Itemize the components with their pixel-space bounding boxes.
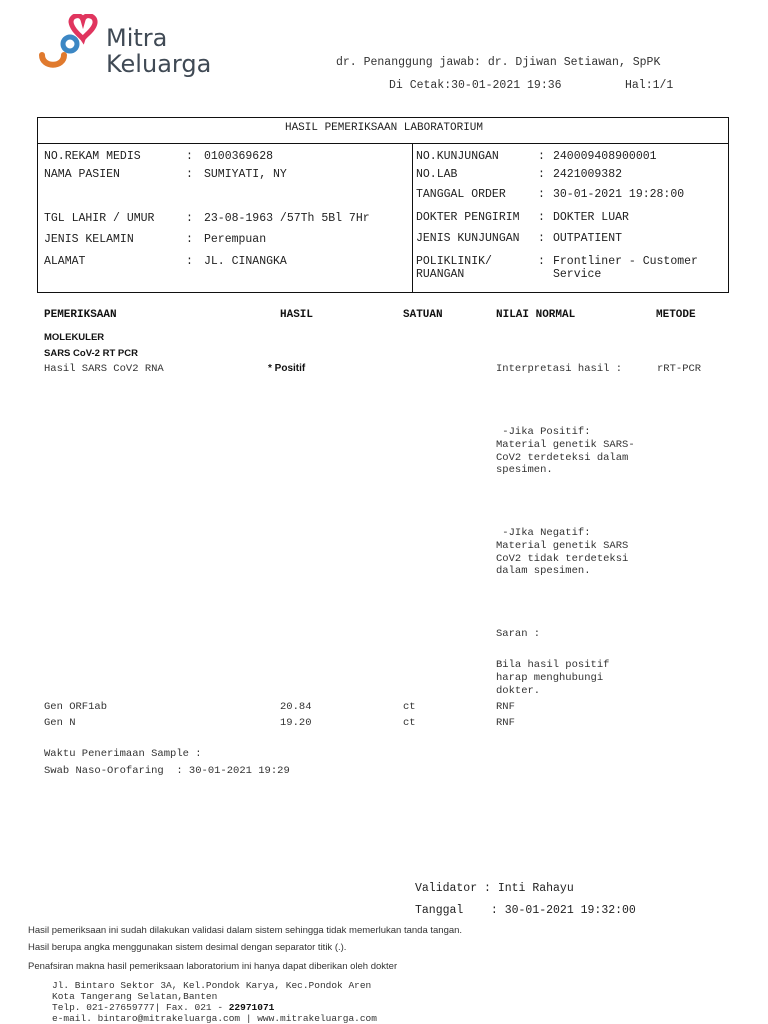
label-no-rekam-medis: NO.REKAM MEDIS xyxy=(44,150,141,163)
interpretation-label: Interpretasi hasil : xyxy=(496,363,623,375)
row-result: 20.84 xyxy=(280,701,312,713)
row-normal: RNF xyxy=(496,717,515,729)
value-alamat: JL. CINANGKA xyxy=(204,255,287,268)
sep: : xyxy=(186,255,193,268)
value-jenis-kelamin: Perempuan xyxy=(204,233,267,246)
value-dokter-pengirim: DOKTER LUAR xyxy=(553,211,629,224)
footer-phone-text: Telp. 021-27659777| Fax. 021 - xyxy=(52,1002,229,1013)
header-satuan: SATUAN xyxy=(403,309,443,321)
sep: : xyxy=(538,232,545,245)
footer-city: Kota Tangerang Selatan,Banten xyxy=(52,991,218,1002)
value-tanggal-order: 30-01-2021 19:28:00 xyxy=(553,188,685,201)
header-nilai-normal: NILAI NORMAL xyxy=(496,309,576,321)
sample-label: Waktu Penerimaan Sample : xyxy=(44,748,202,760)
header-pemeriksaan: PEMERIKSAAN xyxy=(44,309,117,321)
mitra-keluarga-logo-icon xyxy=(36,14,102,76)
footer-phone xyxy=(52,1002,274,1013)
sep: : xyxy=(186,212,193,225)
box-column-divider xyxy=(412,143,413,293)
label-jenis-kelamin: JENIS KELAMIN xyxy=(44,233,134,246)
value-tgl-lahir: 23-08-1963 /57Th 5Bl 7Hr xyxy=(204,212,370,225)
sep: : xyxy=(538,188,545,201)
negative-interpretation: -JIka Negatif: Material genetik SARS CoV2 tidak terdeteksi dalam spesimen. xyxy=(496,527,629,578)
row-unit: ct xyxy=(403,701,416,713)
validator-date: Tanggal : 30-01-2021 19:32:00 xyxy=(415,904,636,917)
logo-text-keluarga: Keluarga xyxy=(106,50,212,78)
method: rRT-PCR xyxy=(657,363,702,375)
group-molekuler: MOLEKULER xyxy=(44,332,105,343)
box-title: HASIL PEMERIKSAAN LABORATORIUM xyxy=(284,122,484,134)
label-dokter-pengirim: DOKTER PENGIRIM xyxy=(416,211,520,224)
footer-note-interpretation: Penafsiran makna hasil pemeriksaan laboratorium ini hanya dapat diberikan oleh dokter xyxy=(28,961,398,972)
value-poliklinik: Frontliner - Customer Service xyxy=(553,255,698,281)
logo-text-mitra: Mitra xyxy=(106,24,168,52)
row-result: 19.20 xyxy=(280,717,312,729)
footer-note-validation: Hasil pemeriksaan ini sudah dilakukan validasi dalam sistem sehingga tidak memerlukan tanda tangan. xyxy=(28,925,463,936)
label-alamat: ALAMAT xyxy=(44,255,86,268)
box-title-divider xyxy=(37,143,729,144)
validator-line: Validator : Inti Rahayu xyxy=(415,882,574,895)
row-name: Gen ORF1ab xyxy=(44,701,108,713)
sep: : xyxy=(538,255,545,268)
value-no-rekam-medis: 0100369628 xyxy=(204,150,274,163)
responsible-doctor: dr. Penanggung jawab: dr. Djiwan Setiawan, SpPK xyxy=(336,56,661,69)
sep: : xyxy=(538,150,545,163)
sep: : xyxy=(186,168,193,181)
header-metode: METODE xyxy=(656,309,696,321)
sep: : xyxy=(186,150,193,163)
label-no-kunjungan: NO.KUNJUNGAN xyxy=(416,150,499,163)
label-jenis-kunjungan: JENIS KUNJUNGAN xyxy=(416,232,520,245)
sample-line: Swab Naso-Orofaring : 30-01-2021 19:29 xyxy=(44,765,290,777)
row-normal: RNF xyxy=(496,701,515,713)
sep: : xyxy=(186,233,193,246)
footer-address: Jl. Bintaro Sektor 3A, Kel.Pondok Karya, Kec.Pondok Aren xyxy=(52,980,372,991)
value-no-lab: 2421009382 xyxy=(553,168,623,181)
label-tgl-lahir: TGL LAHIR / UMUR xyxy=(44,212,155,225)
saran-label: Saran : xyxy=(496,628,541,640)
positive-interpretation: -Jika Positif: Material genetik SARS- CoV2 terdeteksi dalam spesimen. xyxy=(496,426,635,477)
value-no-kunjungan: 240009408900001 xyxy=(553,150,657,163)
logo xyxy=(36,14,226,80)
footer-note-decimal: Hasil berupa angka menggunakan sistem desimal dengan separator titik (.). xyxy=(28,942,347,953)
sep: : xyxy=(538,168,545,181)
page-number: Hal:1/1 xyxy=(625,79,674,92)
label-nama-pasien: NAMA PASIEN xyxy=(44,168,120,181)
header-hasil: HASIL xyxy=(280,309,314,321)
row-name: Gen N xyxy=(44,717,76,729)
value-jenis-kunjungan: OUTPATIENT xyxy=(553,232,623,245)
subgroup-sars-cov2: SARS CoV-2 RT PCR xyxy=(44,348,138,359)
test-name: Hasil SARS CoV2 RNA xyxy=(44,363,164,375)
label-tanggal-order: TANGGAL ORDER xyxy=(416,188,506,201)
value-nama-pasien: SUMIYATI, NY xyxy=(204,168,287,181)
label-no-lab: NO.LAB xyxy=(416,168,458,181)
label-poliklinik: POLIKLINIK/ RUANGAN xyxy=(416,255,492,281)
sep: : xyxy=(538,211,545,224)
row-unit: ct xyxy=(403,717,416,729)
test-result: * Positif xyxy=(268,363,306,374)
saran-text: Bila hasil positif harap menghubungi dokter. xyxy=(496,659,610,697)
footer-fax-end: 22971071 xyxy=(228,1002,275,1013)
printed-date: Di Cetak:30-01-2021 19:36 xyxy=(389,79,562,92)
footer-email: e-mail. bintaro@mitrakeluarga.com | www.mitrakeluarga.com xyxy=(52,1013,377,1024)
